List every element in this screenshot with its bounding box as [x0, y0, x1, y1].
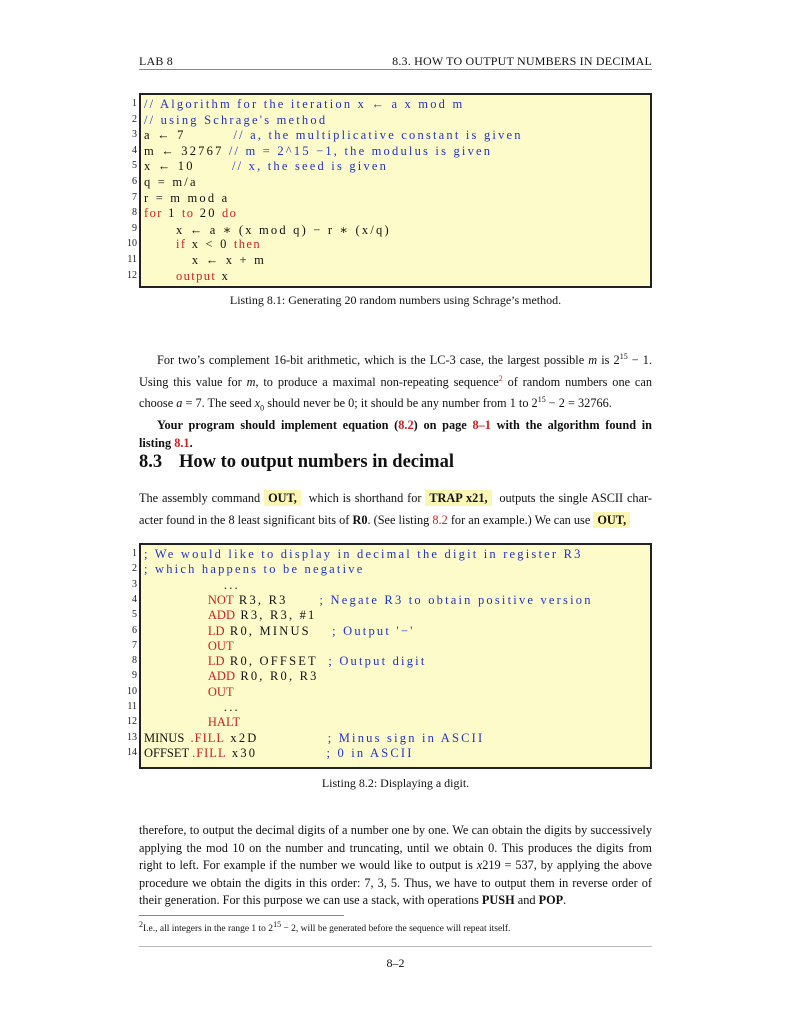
- footnote-reference[interactable]: 2: [498, 373, 503, 383]
- line-number: 12: [127, 716, 137, 728]
- code-token: [144, 654, 208, 668]
- line-number: 14: [127, 746, 137, 758]
- code-token: [144, 624, 208, 638]
- code-token: 1: [162, 206, 182, 221]
- code-token: then: [233, 237, 261, 252]
- code-line: [144, 669, 319, 684]
- code-line: [144, 685, 234, 700]
- line-number: 10: [127, 238, 137, 250]
- page-link[interactable]: 8–1: [472, 418, 491, 433]
- code-line: [144, 624, 415, 639]
- line-number: 8: [132, 655, 137, 667]
- section-number: 8.3: [139, 452, 163, 472]
- code-token: [144, 608, 208, 622]
- code-token: [144, 269, 176, 283]
- code-token: [144, 669, 208, 683]
- code-token: x2D: [225, 730, 328, 745]
- header-rule: [139, 69, 652, 70]
- code-token: x ← a ∗ (x mod q) − r ∗ (x/q): [144, 222, 391, 237]
- line-number: 2: [132, 113, 137, 125]
- code-line: [144, 191, 229, 206]
- code-line: [144, 639, 234, 654]
- code-token: // using Schrage's method: [144, 112, 328, 127]
- code-line: [144, 731, 484, 746]
- footer-rule: [139, 946, 652, 947]
- listing-link[interactable]: 8.1: [174, 435, 190, 450]
- code-line: [144, 746, 414, 761]
- code-token: ; Minus sign in ASCII: [327, 730, 485, 745]
- highlight-out-2: OUT,: [593, 512, 630, 528]
- code-line: [144, 593, 593, 608]
- code-token: ; Output digit: [328, 654, 427, 669]
- code-token: ; Negate R3 to obtain positive version: [319, 592, 593, 607]
- paragraph-decimal-digits: therefore, to output the decimal digits of a number one by one. We can obtain the digits by successively applying the mod 10 on the number and truncating, until we obtain 0. This produces the digits from right to left. For example if the number we would like to output is x219 = 537, by applying the above procedure we obtain the digits in this order: 7, 3, 5. Thus, we have to output them in reverse order of their generation. For this purpose we can use a stack, with operations PUSH and POP.: [139, 823, 652, 907]
- gutter-border: [139, 93, 141, 288]
- listing-1-caption: Listing 8.1: Generating 20 random numbers using Schrage’s method.: [229, 293, 562, 307]
- code-token: if: [175, 237, 187, 252]
- code-token: R3, R3: [233, 592, 320, 607]
- line-number: 8: [132, 207, 137, 219]
- equation-link[interactable]: 8.2: [398, 418, 414, 433]
- line-number: 11: [127, 254, 137, 265]
- running-header-right: 8.3. HOW TO OUTPUT NUMBERS IN DECIMAL: [392, 54, 652, 68]
- line-number: 7: [132, 191, 137, 203]
- code-line: [144, 237, 261, 252]
- code-line: [144, 654, 427, 669]
- code-token: x ← 10: [144, 159, 232, 174]
- code-token: r = m mod a: [144, 190, 230, 205]
- line-number: 5: [132, 160, 137, 172]
- footnote-rule: [139, 915, 344, 916]
- code-token: ...: [144, 577, 240, 592]
- code-line: [144, 159, 388, 174]
- code-token: ; which happens to be negative: [144, 562, 365, 577]
- code-token: OUT: [207, 684, 234, 699]
- code-token: for: [144, 206, 163, 221]
- code-line: [144, 175, 198, 190]
- line-number: 13: [127, 731, 137, 743]
- code-listing-1: [127, 93, 652, 288]
- code-token: ADD: [207, 669, 235, 684]
- section-heading: [139, 452, 454, 473]
- code-token: // m = 2^15 −1, the modulus is given: [228, 143, 493, 158]
- line-number: 6: [132, 176, 137, 187]
- running-header-left: LAB 8: [139, 54, 173, 68]
- code-token: // a, the multiplicative constant is given: [233, 128, 523, 143]
- code-token: ; 0 in ASCII: [326, 745, 414, 760]
- listing-2-caption: Listing 8.2: Displaying a digit.: [321, 776, 470, 790]
- highlight-out: OUT,: [264, 490, 301, 506]
- code-token: // x, the seed is given: [231, 159, 389, 174]
- code-token: ; We would like to display in decimal the digit in register R3: [144, 547, 583, 561]
- code-token: ADD: [207, 608, 235, 623]
- code-token: x: [216, 268, 231, 283]
- code-line: [144, 144, 492, 159]
- code-token: output: [175, 268, 217, 283]
- code-token: [144, 639, 208, 653]
- code-token: [144, 715, 208, 729]
- line-number: 12: [127, 269, 137, 281]
- code-token: ; Output '−': [332, 623, 415, 638]
- line-number: 9: [132, 222, 137, 234]
- line-number: 4: [132, 593, 137, 605]
- code-token: ...: [144, 700, 240, 714]
- code-token: [144, 237, 176, 251]
- gutter-border: [139, 543, 141, 769]
- code-token: HALT: [207, 715, 241, 730]
- line-number: 3: [132, 578, 137, 590]
- line-number: 2: [132, 563, 137, 575]
- line-number: 3: [132, 129, 137, 141]
- code-token: OUT: [207, 638, 234, 653]
- line-number: 5: [132, 609, 137, 621]
- code-token: R3, R3, #1: [235, 608, 317, 623]
- line-number: 10: [127, 685, 137, 697]
- line-number: 7: [132, 639, 137, 651]
- section-title: How to output numbers in decimal: [179, 452, 454, 472]
- code-token: a ← 7: [144, 128, 234, 143]
- code-line: [144, 547, 583, 562]
- line-number: 1: [132, 98, 137, 109]
- code-line: [144, 128, 523, 143]
- line-number: 6: [132, 624, 137, 636]
- code-token: do: [221, 206, 238, 221]
- code-line: [144, 206, 237, 221]
- paragraph-out-command: The assembly command OUT, which is shorthand for TRAP x21, outputs the single ASCII char- acter found in the 8 least significant bits of R0. (See listing 8.2 for an example.) We can use OUT,: [139, 491, 652, 527]
- code-token: R0, MINUS: [224, 623, 333, 638]
- code-token: to: [181, 206, 195, 221]
- code-line: [144, 578, 240, 593]
- line-number: 1: [132, 548, 137, 559]
- paragraph-maximal-sequence: For two’s complement 16-bit arithmetic, which is the LC-3 case, the largest possible m is $2^{15} - 1$. Using this value for m, to produce a maximal non-repeating sequence$^2$ of random numbers one can choose a = 7. The seed $x_0$ should never be 0; it should be any number from 1 to $2^{15} - 2 = 32766$. Your program should implement equation (8.2) on page 8–1 with the algorithm found in listing 8.1.: [139, 352, 653, 450]
- code-token: q = m/a: [144, 175, 198, 189]
- code-line: [144, 97, 464, 112]
- code-token: R0, R0, R3: [235, 669, 319, 684]
- code-token: OFFSET: [144, 745, 193, 760]
- code-line: [144, 222, 391, 238]
- line-number: 9: [132, 670, 137, 682]
- code-line: [144, 700, 240, 715]
- code-token: m ← 32767: [144, 143, 229, 158]
- code-token: .FILL: [190, 730, 226, 745]
- code-line: [144, 269, 230, 284]
- code-token: R0, OFFSET: [224, 654, 329, 669]
- code-token: LD: [207, 623, 225, 638]
- highlight-trap: TRAP x21,: [425, 490, 491, 506]
- footnote: $^2$I.e., all integers in the range 1 to $2^{15} - 2$, will be generated before the sequence will repeat itself.: [139, 920, 511, 935]
- code-token: x30: [226, 745, 327, 760]
- code-listing-2: [127, 543, 652, 769]
- code-token: .FILL: [192, 745, 227, 760]
- code-line: [144, 562, 364, 577]
- code-line: [144, 253, 266, 268]
- code-token: // Algorithm for the iteration x ← a x mod m: [144, 97, 465, 111]
- code-token: MINUS: [144, 730, 191, 745]
- code-token: x < 0: [186, 237, 234, 252]
- code-token: 20: [194, 206, 222, 221]
- code-token: [144, 685, 208, 699]
- listing-link-2[interactable]: 8.2: [432, 513, 448, 527]
- code-line: [144, 715, 240, 730]
- code-line: [144, 608, 317, 623]
- code-token: NOT: [207, 592, 234, 607]
- line-number: 11: [127, 701, 137, 712]
- code-token: x ← x + m: [144, 253, 266, 267]
- code-line: [144, 113, 327, 128]
- code-token: [144, 593, 208, 607]
- line-number: 4: [132, 144, 137, 156]
- code-token: LD: [207, 654, 225, 669]
- page-number: 8–2: [386, 956, 405, 970]
